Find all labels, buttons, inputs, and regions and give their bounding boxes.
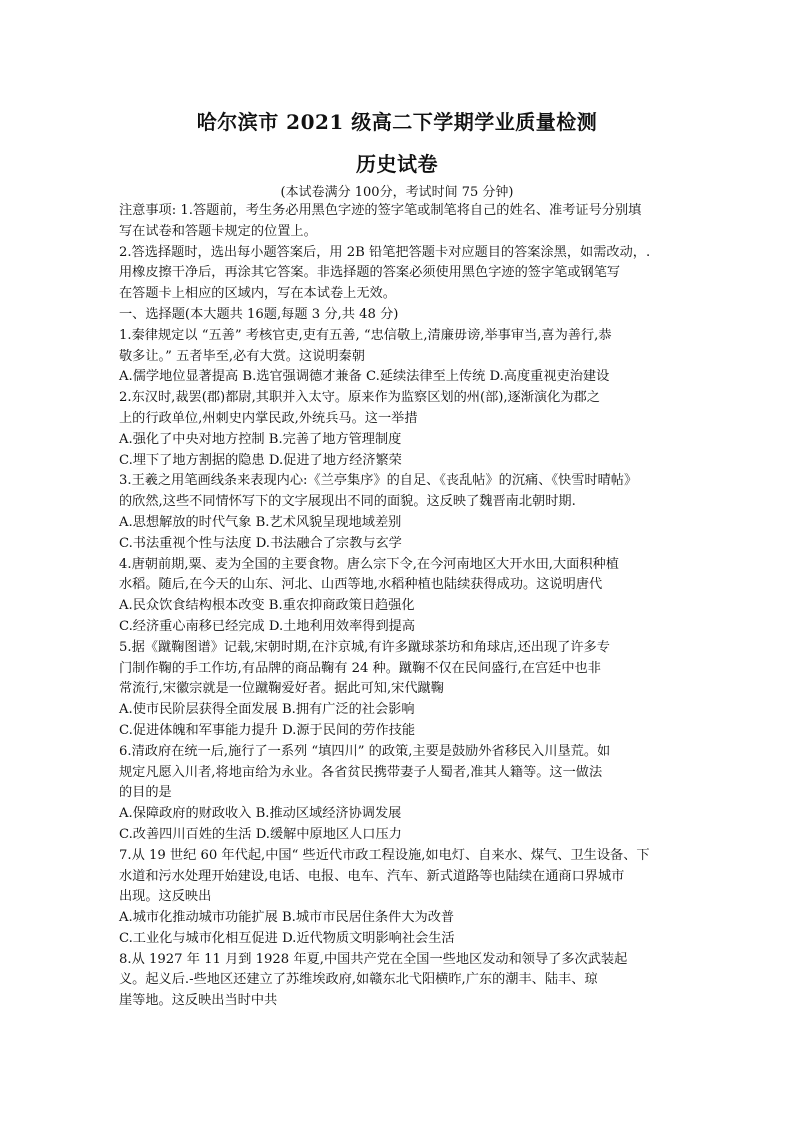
exam-note: (本试卷满分 100分，考试时间 75 分钟) xyxy=(280,185,514,200)
question-4-options: C.经济重心南移已经完成 D.土地利用效率得到提高 xyxy=(119,618,416,634)
question-1-stem: 敬多让。” 五者毕至,必有大赏。这说明秦朝 xyxy=(119,348,365,364)
question-3-stem: 的欣然,这些不同情怀写下的文字展现出不同的面貌。这反映了魏晋南北朝时期. xyxy=(119,494,576,510)
question-7-stem: 7.从 19 世纪 60 年代起,中国“ 些近代市政工程设施,如电灯、自来水、煤气、卫生设备、下 xyxy=(119,847,650,863)
question-2-stem: 2.东汉时,裁罢(郡)都尉,其职并入太守。原来作为监察区划的州(部),逐渐演化为郡之 xyxy=(119,390,600,406)
question-5-options: A.使市民阶层获得全面发展 B.拥有广泛的社会影响 xyxy=(119,702,415,718)
question-6-stem: 规定凡愿入川者,将地亩给为永业。各省贫民携带妻子人蜀者,准其人籍等。这一做法 xyxy=(119,764,603,780)
question-8-stem: 崖等地。这反映出当时中共 xyxy=(119,993,278,1009)
notice-line: 在答题卡上相应的区域内，写在本试卷上无效。 xyxy=(119,286,396,302)
question-7-options: C.工业化与城市化相互促进 D.近代物质文明影响社会生活 xyxy=(119,930,455,946)
notice-line: 用橡皮擦干净后，再涂其它答案。非选择题的答案必须使用黑色字迹的签字笔或钢笔写 xyxy=(119,265,621,281)
question-6-options: A.保障政府的财政收入 B.推动区域经济协调发展 xyxy=(119,806,402,822)
question-4-stem: 水稻。随后,在今天的山东、河北、山西等地,水稻种植也陆续获得成功。这说明唐代 xyxy=(119,577,603,593)
question-6-stem: 6.清政府在统一后,施行了一系列 “填四川” 的政策,主要是鼓励外省移民入川垦荒。如 xyxy=(119,743,611,759)
exam-content xyxy=(119,201,679,1012)
question-4-options: A.民众饮食结构根本改变 B.重农抑商政策日趋强化 xyxy=(119,598,415,614)
question-3-stem: 3.王羲之用笔画线条来表现内心:《兰亭集序》的自足、《丧乱帖》的沉痛、《快雪时晴帖》 xyxy=(119,473,638,489)
section-heading: 一、选择题(本大题共 16题,每题 3 分,共 48 分) xyxy=(119,306,399,322)
question-5-stem: 常流行,宋徽宗就是一位蹴鞠爱好者。据此可知,宋代蹴鞠 xyxy=(119,681,444,697)
question-8-stem: 义。起义后.-些地区还建立了苏维埃政府,如赣东北弋阳横昨,广东的潮丰、陆丰、琼 xyxy=(119,972,598,988)
question-1-stem: 1.秦律规定以 “五善” 考核官吏,吏有五善, “忠信敬上,清廉毋谤,举事审当,喜为善行,恭 xyxy=(119,327,612,343)
question-7-stem: 水道和污水处理开始建设,电话、电报、电车、汽车、新式道路等也陆续在通商口界城市 xyxy=(119,868,625,884)
question-2-stem: 上的行政单位,州刺史内掌民政,外统兵马。这一举措 xyxy=(119,410,418,426)
notice-line: 2.答选择题时，选出每小题答案后，用 2B 铅笔把答题卡对应题目的答案涂黑，如需改动，. xyxy=(119,244,651,260)
question-7-stem: 出现。这反映出 xyxy=(119,889,212,905)
question-5-stem: 5.据《蹴鞠图谱》记载,宋朝时期,在汴京城,有许多蹴球茶坊和角球店,还出现了许多专 xyxy=(119,639,610,655)
question-2-options: C.埋下了地方割据的隐患 D.促进了地方经济繁荣 xyxy=(119,452,402,468)
notice-line: 注意事项: 1.答题前，考生务必用黑色字迹的签字笔或制笔将自己的姓名、准考证号分别填 xyxy=(119,203,642,218)
question-5-options: C.促进体魄和军事能力提升 D.源于民间的劳作技能 xyxy=(119,722,416,738)
question-6-stem: 的目的是 xyxy=(119,785,172,801)
question-7-options: A.城市化推动城市功能扩展 B.城市市民居住条件大为改普 xyxy=(119,910,455,926)
notice-line: 写在试卷和答题卡规定的位置上。 xyxy=(119,223,317,239)
question-8-stem: 8.从 1927 年 11 月到 1928 年夏,中国共产党在全国一些地区发动和领导了多次武装起 xyxy=(119,951,628,967)
exam-title: 哈尔滨市 2021 级高二下学期学业质量检测 xyxy=(196,110,598,134)
question-5-stem: 门制作鞠的手工作坊,有品牌的商品鞠有 24 种。蹴鞠不仅在民间盛行,在宫廷中也非 xyxy=(119,660,601,676)
question-1-options: A.儒学地位显著提高 B.选官强调德才兼备 C.延续法律至上传统 D.高度重视吏治建设 xyxy=(119,369,610,385)
question-4-stem: 4.唐朝前期,粟、麦为全国的主要食物。唐么宗下令,在今河南地区大开水田,大面积种植 xyxy=(119,556,619,572)
question-6-options: C.改善四川百姓的生活 D.缓解中原地区人口压力 xyxy=(119,826,402,842)
question-3-options: C.书法重视个性与法度 D.书法融合了宗教与玄学 xyxy=(119,535,402,551)
question-3-options: A.思想解放的时代气象 B.艺术风貌呈现地域差别 xyxy=(119,514,402,530)
question-2-options: A.强化了中央对地方控制 B.完善了地方管理制度 xyxy=(119,431,402,447)
subject-title: 历史试卷 xyxy=(356,152,438,176)
